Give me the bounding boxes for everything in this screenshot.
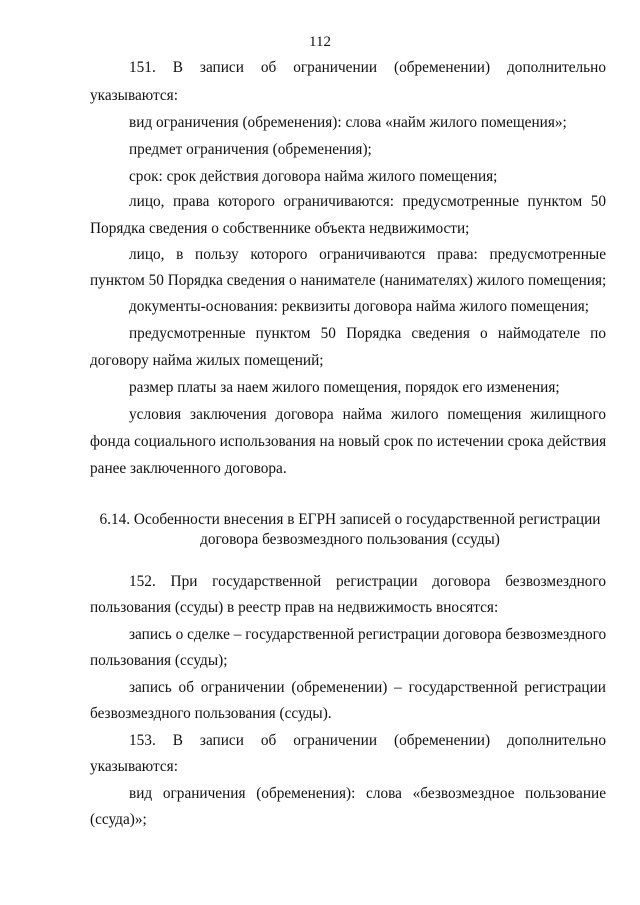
text-line: вид ограничения (обременения): слова «найм жилого помещения»; xyxy=(129,114,567,131)
section-heading: договора безвозмездного пользования (ссуды) xyxy=(200,531,500,548)
text-line: 153. В записи об ограничении (обременении) дополнительно xyxy=(129,732,606,749)
text-line: вид ограничения (обременения): слова «безвозмездное пользование xyxy=(129,785,606,802)
text-line: ранее заключенного договора. xyxy=(90,460,287,477)
text-line: запись о сделке – государственной регистрации договора безвозмездного xyxy=(129,626,607,643)
text-line: лицо, права которого ограничиваются: предусмотренные пунктом 50 xyxy=(129,193,606,210)
text-line: пользования (ссуды) в реестр прав на недвижимость вносятся: xyxy=(90,599,499,616)
text-line: пунктом 50 Порядка сведения о нанимателе (нанимателях) жилого помещения; xyxy=(90,272,607,289)
text-line: 152. При государственной регистрации договора безвозмездного xyxy=(129,573,606,590)
text-line: запись об ограничении (обременении) – государственной регистрации xyxy=(129,679,606,696)
text-line: пользования (ссуды); xyxy=(90,652,228,669)
text-line: указываются: xyxy=(90,87,178,104)
text-line: Порядка сведения о собственнике объекта недвижимости; xyxy=(90,220,470,237)
text-line: предмет ограничения (обременения); xyxy=(129,141,372,158)
text-line: размер платы за наем жилого помещения, порядок его изменения; xyxy=(129,379,560,396)
text-line: (ссуда)»; xyxy=(90,811,147,828)
text-line: лицо, в пользу которого ограничиваются права: предусмотренные xyxy=(129,246,606,263)
text-line: указываются: xyxy=(90,758,178,775)
text-line: предусмотренные пунктом 50 Порядка сведения о наймодателе по xyxy=(129,325,606,342)
text-line: документы-основания: реквизиты договора найма жилого помещения; xyxy=(129,298,590,315)
text-line: 151. В записи об ограничении (обременении) дополнительно xyxy=(129,59,606,76)
text-line: безвозмездного пользования (ссуды). xyxy=(90,705,332,722)
text-line: условия заключения договора найма жилого помещения жилищного xyxy=(129,406,606,423)
text-line: фонда социального использования на новый срок по истечении срока действия xyxy=(90,433,607,450)
text-line: срок: срок действия договора найма жилого помещения; xyxy=(129,168,498,185)
page-number: 112 xyxy=(309,34,331,50)
section-heading: 6.14. Особенности внесения в ЕГРН записей о государственной регистрации xyxy=(99,511,601,528)
text-line: договору найма жилых помещений; xyxy=(90,352,324,369)
